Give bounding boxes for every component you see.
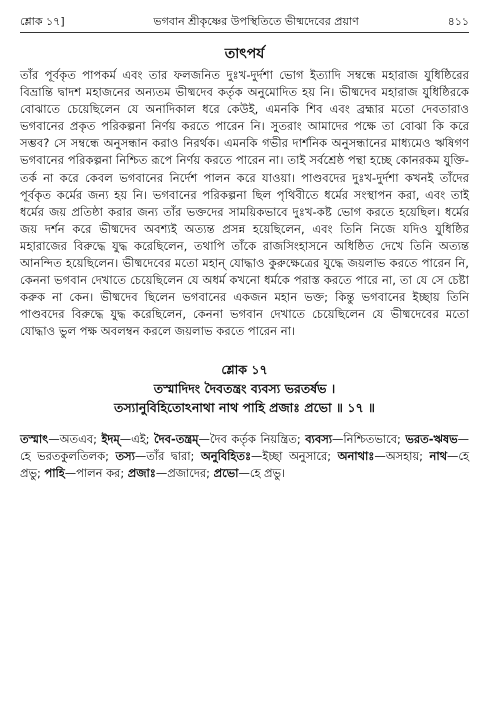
running-header <box>20 14 469 33</box>
synonym-meaning: তাঁর দ্বারা <box>146 448 191 463</box>
synonym-term: ব্যবস্য <box>305 431 333 446</box>
synonym-meaning: হে ভরতকুলতিলক <box>20 448 106 463</box>
synonym-meaning: ইচ্ছা অনুসারে <box>262 448 328 463</box>
purport-paragraph: তাঁর পূর্বকৃত পাপকর্ম এবং তার ফলজনিত দুঃখ-দুর্দশা ভোগ ইত্যাদি সম্বন্ধে মহারাজ যুধিষ্ঠিরের বিভ্রান্তি দ্বাদশ মহাজনের অন্যতম ভীষ্মদেব কর্তৃক অনুমোদিত হয় নি। ভীষ্মদেব মহারাজ যুধিষ্ঠিরকে বোঝাতে চেয়েছিলেন যে অনাদিকাল ধরে কেউই, এমনকি শিব এবং ব্রহ্মার মতো দেবতারাও ভগবানের প্রকৃত পরিকল্পনা নির্ণয় করতে পারেন নি। সুতরাং আমাদের পক্ষে তা বোঝা কি করে সম্ভব? সে সম্বন্ধে অনুসন্ধান করাও নিরর্থক। এমনকি গভীর দার্শনিক অনুসন্ধানের মাধ্যমেও ঋষিগণ ভগবানের পরিকল্পনা নিশ্চিত রূপে নির্ণয় করতে পারেন না। তাই সর্বশ্রেষ্ঠ পন্থা হচ্ছে কোনরকম যুক্তি-তর্ক না করে কেবল ভগবানের নির্দেশ পালন করে যাওয়া। পাণ্ডবদের দুঃখ-দুর্দশা কখনই তাঁদের পূর্বকৃত কর্মের জন্য হয় নি। ভগবানের পরিকল্পনা ছিল পৃথিবীতে ধর্মের সংস্থাপন করা, এবং তাই ধর্মের জয় প্রতিষ্ঠা করার জন্য তাঁর ভক্তদের সাময়িকভাবে দুঃখ-কষ্ট ভোগ করতে হয়েছিল। ধর্মের জয় দর্শন করে ভীষ্মদেব অবশ্যই অত্যন্ত প্রসন্ন হয়েছিলেন, এবং তিনি নিজে যদিও যুধিষ্ঠির মহারাজের বিরুদ্ধে যুদ্ধ করেছিলেন, তথাপি তাঁকে রাজসিংহাসনে অধিষ্ঠিত দেখে তিনি অত্যন্ত আনন্দিত হয়েছিলেন। ভীষ্মদেবের মতো মহান্ যোদ্ধাও কুরুক্ষেত্রের যুদ্ধে জয়লাভ করতে পারেন নি, কেননা ভগবান দেখাতে চেয়েছিলেন যে অধর্ম কখনো ধর্মকে পরাস্ত করতে পারে না, তা যে সে চেষ্টা করুক না কেন। ভীষ্মদেব ছিলেন ভগবানের একজন মহান ভক্ত; কিন্তু ভগবানের ইচ্ছায় তিনি পাণ্ডবদের বিরুদ্ধে যুদ্ধ করেছিলেন, কেননা ভগবান দেখাতে চেয়েছিলেন যে ভীষ্মদেবের মতো যোদ্ধাও ভুল পক্ষ অবলম্বন করলে জয়লাভ করতে পারেন না। <box>20 68 469 339</box>
synonym-entry: অনাথাঃ—অসহায়; <box>337 448 430 463</box>
synonym-entry: নাথ—হে প্রভু; <box>20 448 469 480</box>
synonym-meaning: প্রজাদের <box>167 465 207 480</box>
synonym-entry: ইদম্—এই; <box>101 431 155 446</box>
synonym-meaning: হে প্রভু <box>20 448 469 480</box>
chapter-title: ভগবান শ্রীকৃষ্ণের উপস্থিতিতে ভীষ্মদেবের প্রয়াণ <box>153 15 359 28</box>
verse-line-2: তস্যানুবিহিতোঽনাথা নাথ পাহি প্রজাঃ প্রভো ॥ ১৭ ॥ <box>113 399 376 415</box>
synonym-meaning: দৈব কর্তৃক নিয়ন্ত্রিত <box>209 431 297 446</box>
synonym-entry: অনুবিহিতঃ—ইচ্ছা অনুসারে; <box>200 448 338 463</box>
synonym-entry: প্রভো—হে প্রভু। <box>213 465 286 480</box>
synonym-term: অনাথাঃ <box>337 448 375 463</box>
synonym-term: প্রভো <box>213 465 239 480</box>
synonym-term: অনুবিহিতঃ <box>200 448 252 463</box>
synonym-meaning: এই <box>131 431 146 446</box>
synonym-term: দৈব-তন্ত্রম্ <box>154 431 199 446</box>
synonym-entry: প্রজাঃ—প্রজাদের; <box>127 465 214 480</box>
synonym-term: প্রজাঃ <box>127 465 156 480</box>
synonym-meaning: অতএব <box>59 431 94 446</box>
synonym-meaning: হে প্রভু <box>249 465 282 480</box>
synonym-entry: ব্যবস্য—নিশ্চিতভাবে; <box>305 431 406 446</box>
synonym-meaning: পালন কর <box>76 465 121 480</box>
synonym-entry: দৈব-তন্ত্রম্—দৈব কর্তৃক নিয়ন্ত্রিত; <box>154 431 306 446</box>
synonym-term: তস্মাৎ <box>20 431 49 446</box>
synonym-entry: তস্মাৎ—অতএব; <box>20 431 102 446</box>
verse-heading: শ্লোক ১৭ <box>221 361 268 377</box>
synonym-meaning: অসহায় <box>385 448 420 463</box>
synonym-term: ইদম্ <box>101 431 120 446</box>
purport-body <box>20 67 469 341</box>
synonym-term: নাথ <box>429 448 447 463</box>
synonym-term: পাহি <box>44 465 65 480</box>
purport-title: তাৎপর্য <box>224 46 265 62</box>
synonym-meaning: নিশ্চিতভাবে <box>343 431 398 446</box>
page-number: ৪১১ <box>447 15 469 28</box>
word-meanings <box>20 431 469 482</box>
verse-block <box>20 361 469 417</box>
synonym-term: ভরত-ঋষভ <box>405 431 458 446</box>
synonym-entry: তস্য—তাঁর দ্বারা; <box>115 448 201 463</box>
synonym-term: তস্য <box>115 448 135 463</box>
synonym-entry: পাহি—পালন কর; <box>44 465 128 480</box>
synonym-entry: ভরত-ঋষভ—হে ভরতকুলতিলক; <box>20 431 470 463</box>
verse-line-1: তস্মাদিদং দৈবতন্ত্রং ব্যবস্য ভরতর্ষভ । <box>153 380 336 396</box>
verse-reference: শ্লোক ১৭] <box>20 15 65 28</box>
